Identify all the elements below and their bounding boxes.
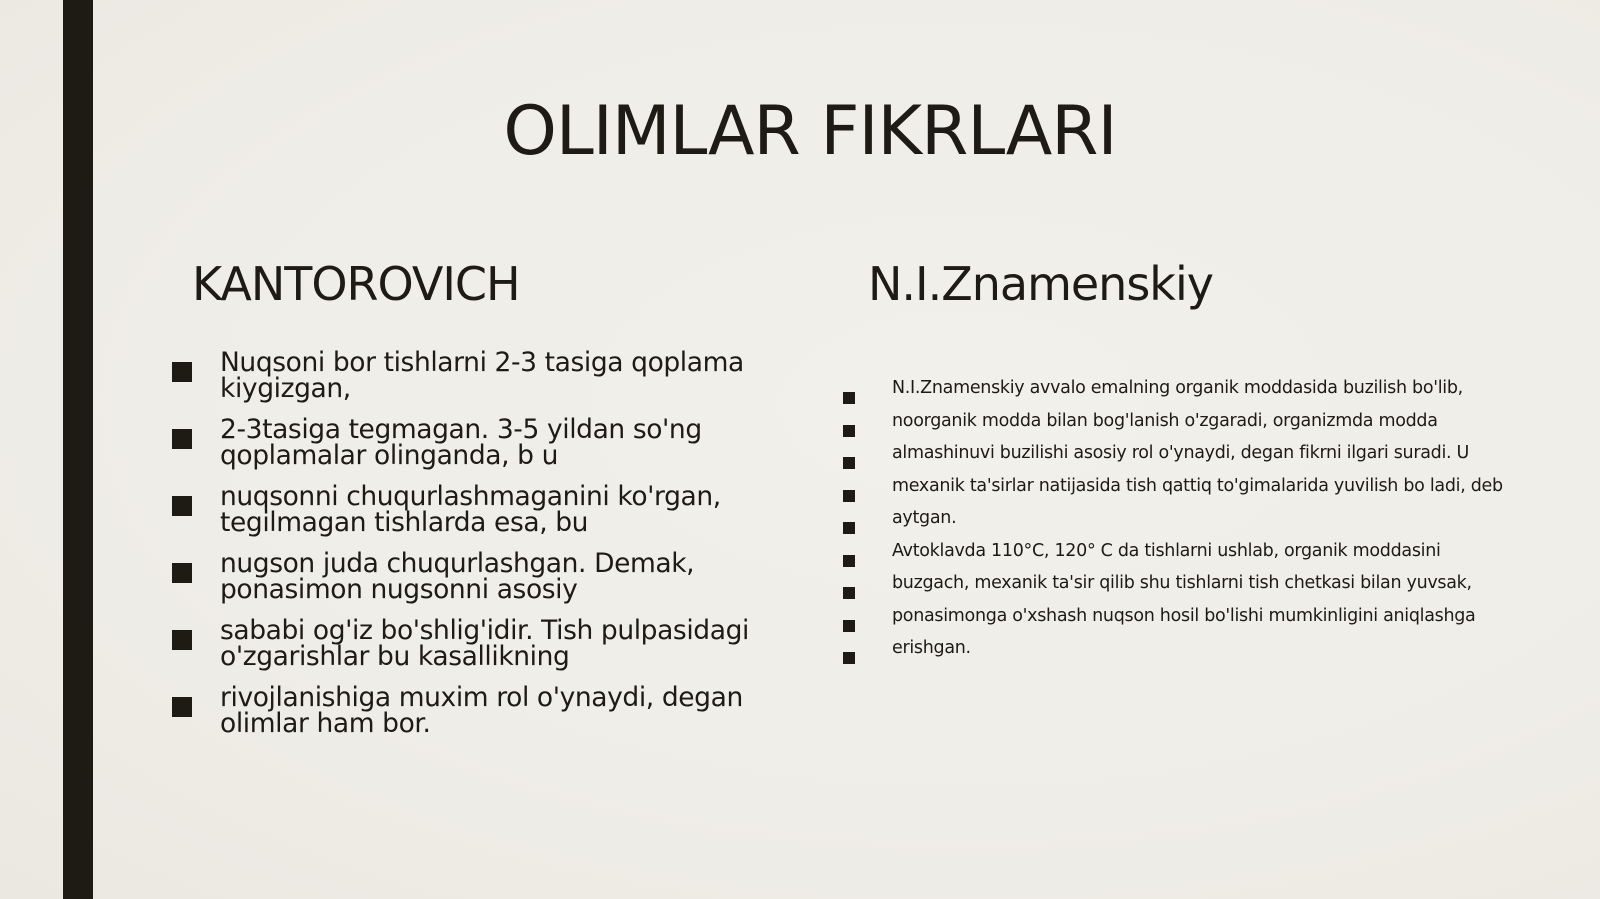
list-item-text: nuqsonni chuqurlashmaganini ko'rgan, tegilmagan tishlarda esa, bu (220, 481, 721, 538)
square-bullet-icon (843, 555, 855, 567)
square-bullet-icon (172, 496, 192, 516)
paragraph: Avtoklavda 110°C, 120° C da tishlarni ushlab, organik moddasini buzgach, mexanik ta'sir qilib shu tishlarni tish chetkasi bilan yuvsak, ponasimonga o'xshash nuqson hosil bo'lishi mumkinligini aniqlashga erishgan. (892, 540, 1476, 658)
slide-title: OLIMLAR FIKRLARI (503, 92, 1117, 171)
left-bullet-list (170, 347, 790, 752)
square-bullet-icon (843, 425, 855, 437)
left-column-heading: KANTOROVICH (192, 257, 520, 311)
right-bullet-markers (843, 384, 863, 677)
square-bullet-icon (843, 490, 855, 502)
square-bullet-icon (172, 362, 192, 382)
right-column-heading: N.I.Znamenskiy (868, 257, 1213, 311)
paragraph: N.I.Znamenskiy avvalo emalning organik moddasida buzilish bo'lib, noorganik modda bilan bog'lanish o'zgaradi, organizmda modda almashinuvi buzilishi asosiy rol o'ynaydi, degan fikrni ilgari suradi. U mexanik ta'sirlar natijasida tish qattiq to'gimalarida yuvilish bo ladi, deb aytgan. (892, 378, 1503, 528)
list-item (170, 414, 790, 484)
square-bullet-icon (843, 652, 855, 664)
square-bullet-icon (172, 697, 192, 717)
list-item-text: Nuqsoni bor tishlarni 2-3 tasiga qoplama kiygizgan, (220, 347, 744, 404)
list-item-text: 2-3tasiga tegmagan. 3-5 yildan so'ng qoplamalar olinganda, b u (220, 414, 702, 471)
square-bullet-icon (172, 630, 192, 650)
list-item-text: nugson juda chuqurlashgan. Demak, ponasimon nugsonni asosiy (220, 548, 695, 605)
list-item-text: sababi og'iz bo'shlig'idir. Tish pulpasidagi o'zgarishlar bu kasallikning (220, 615, 749, 672)
list-item-text: rivojlanishiga muxim rol o'ynaydi, degan olimlar ham bor. (220, 682, 743, 739)
list-item (170, 548, 790, 618)
square-bullet-icon (843, 392, 855, 404)
square-bullet-icon (843, 522, 855, 534)
list-item (170, 481, 790, 551)
square-bullet-icon (172, 429, 192, 449)
square-bullet-icon (172, 563, 192, 583)
list-item (170, 347, 790, 417)
square-bullet-icon (843, 587, 855, 599)
accent-bar (63, 0, 93, 899)
right-column-text (892, 372, 1507, 665)
square-bullet-icon (843, 457, 855, 469)
square-bullet-icon (843, 620, 855, 632)
list-item (170, 682, 790, 752)
list-item (170, 615, 790, 685)
